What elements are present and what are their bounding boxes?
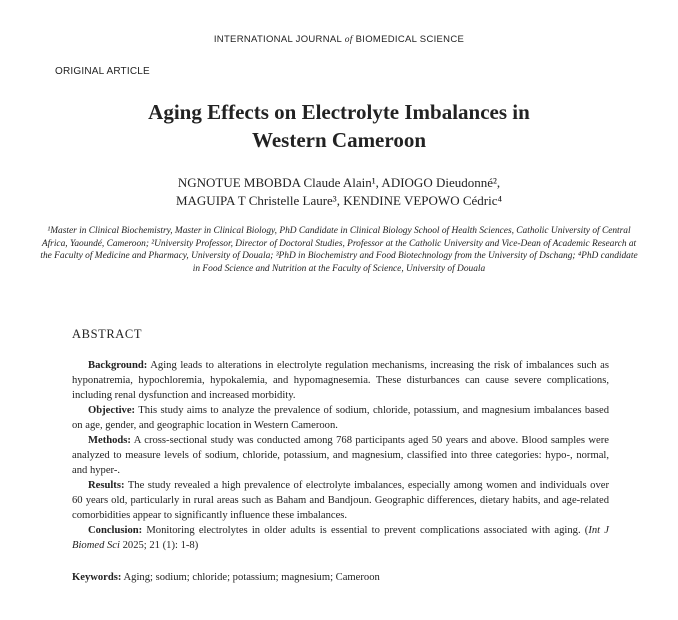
abstract-objective	[72, 403, 609, 433]
abstract-results	[72, 478, 609, 523]
journal-name-pre: INTERNATIONAL JOURNAL	[213, 34, 345, 45]
journal-name	[0, 34, 678, 45]
section-label: Conclusion:	[88, 525, 143, 536]
citation-details: 2025; 21 (1): 1-8)	[119, 540, 199, 551]
article-title-line-1: Aging Effects on Electrolyte Imbalances in	[148, 100, 530, 124]
section-text: A cross-sectional study was conducted among 768 participants aged 50 years and above. Blood samples were analyzed to measure levels of sodium, chloride, potassium, and magnesium, classified into three categories: hypo-, normal, and hyper-.	[72, 435, 609, 476]
article-title-line-2: Western Cameroon	[252, 128, 426, 152]
section-label: Methods:	[88, 435, 131, 446]
section-label: Results:	[88, 480, 125, 491]
author-line-1: NGNOTUE MBOBDA Claude Alain¹, ADIOGO Dieudonné²,	[177, 175, 501, 190]
abstract-body	[72, 358, 609, 553]
journal-name-post: BIOMEDICAL SCIENCE	[352, 34, 465, 45]
keywords-label: Keywords:	[72, 572, 122, 583]
abstract-heading: ABSTRACT	[72, 327, 143, 341]
affiliations: ¹Master in Clinical Biochemistry, Master in Clinical Biology, PhD Candidate in Clinical Biology School of Health Sciences, Catholic University of Central Africa, Yaoundé, Cameroon; ²University Professor, Director of Doctoral Studies, Professor at the Catholic University and Vice-Dean of Academic Research at the Faculty of Medicine and Pharmacy, University of Douala; ³PhD in Biochemistry and Food Biotechnology from the University of Dschang; ⁴PhD candidate in Food Science and Nutrition at the Faculty of Science, University of Douala	[40, 226, 638, 274]
section-text: Monitoring electrolytes in older adults is essential to prevent complications associated with aging.	[142, 525, 581, 536]
keywords-text: Aging; sodium; chloride; potassium; magnesium; Cameroon	[121, 572, 380, 583]
article-type: ORIGINAL ARTICLE	[55, 66, 150, 77]
section-label: Background:	[88, 360, 148, 371]
journal-name-of: of	[344, 35, 353, 45]
keywords	[72, 570, 609, 585]
abstract-background	[72, 358, 609, 403]
citation: (Int J Biomed Sci 2025; 21 (1): 1-8)	[72, 525, 609, 551]
section-text: The study revealed a high prevalence of electrolyte imbalances, especially among women and individuals over 60 years old, particularly in rural areas such as Baham and Bandjoun. Geographic differences, dietary habits, and age-related comorbidities appear to significantly influence these imbalances.	[72, 480, 609, 521]
section-label: Objective:	[88, 405, 136, 416]
section-text: This study aims to analyze the prevalence of sodium, chloride, potassium, and magnesium imbalances based on age, gender, and geographic location in Western Cameroon.	[72, 405, 609, 431]
abstract-conclusion	[72, 523, 609, 553]
section-text: Aging leads to alterations in electrolyte regulation mechanisms, increasing the risk of imbalances such as hyponatremia, hypochloremia, hypokalemia, and hypomagnesemia. These disturbances can cause severe complications, including renal dysfunction and increased morbidity.	[72, 360, 609, 401]
abstract-methods	[72, 433, 609, 478]
author-line-2: MAGUIPA T Christelle Laure³, KENDINE VEPOWO Cédric⁴	[175, 193, 503, 208]
author-list	[0, 174, 678, 210]
citation-journal: Int J Biomed Sci	[72, 525, 609, 551]
article-title	[0, 98, 678, 154]
